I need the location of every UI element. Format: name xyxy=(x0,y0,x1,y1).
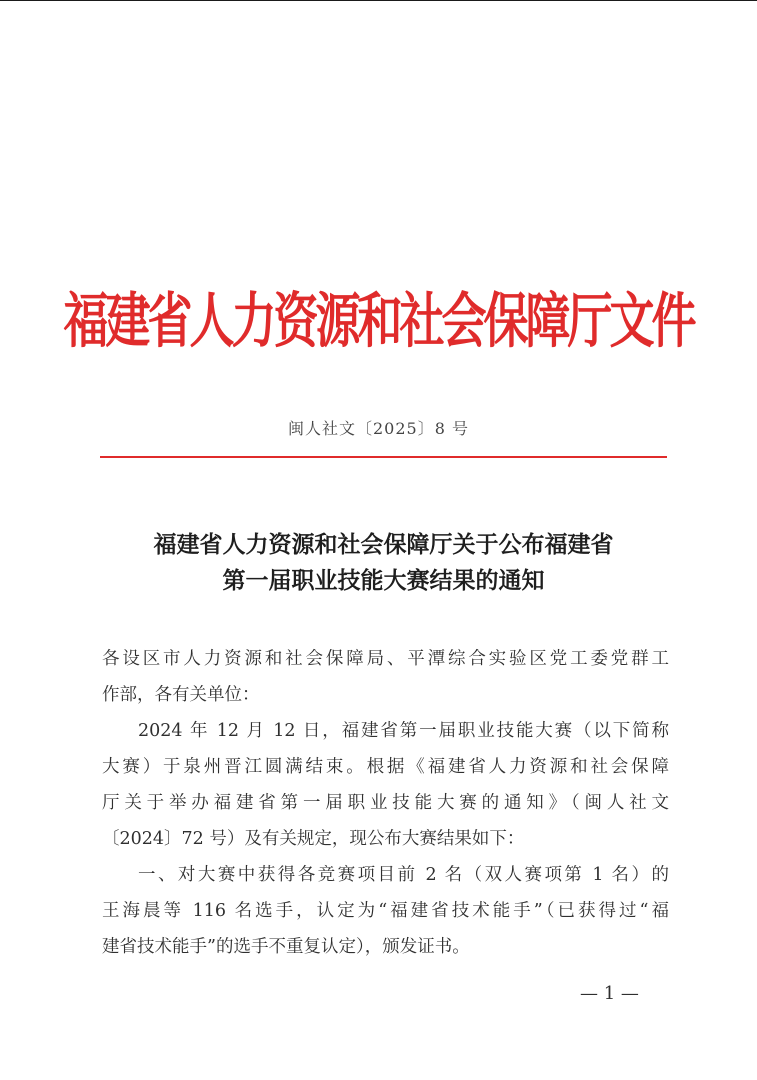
paragraph-1-line-2: 大赛）于泉州晋江圆满结束。根据《福建省人力资源和社会保障 xyxy=(102,757,669,777)
notice-title-line-1: 福建省人力资源和社会保障厅关于公布福建省 xyxy=(153,531,614,558)
addressee-line-1: 各设区市人力资源和社会保障局、平潭综合实验区党工委党群工 xyxy=(102,649,669,669)
addressee-line-2: 作部，各有关单位： xyxy=(102,685,260,705)
paragraph-1-line-3: 厅关于举办福建省第一届职业技能大赛的通知》（闽人社文 xyxy=(102,793,669,813)
issuer-header-title: 福建省人力资源和社会保障厅文件 xyxy=(63,285,694,356)
page-number: — 1 — xyxy=(580,983,639,1004)
notice-title xyxy=(90,527,677,599)
document-body xyxy=(102,641,669,965)
paragraph-1-line-4: 〔2024〕72 号）及有关规定，现公布大赛结果如下： xyxy=(102,829,525,849)
paragraph-2-line-3: 建省技术能手”的选手不重复认定），颁发证书。 xyxy=(102,937,470,957)
notice-title-line-2: 第一届职业技能大赛结果的通知 xyxy=(222,567,545,594)
paragraph-1-line-1: 2024 年 12 月 12 日，福建省第一届职业技能大赛（以下简称 xyxy=(138,721,669,741)
red-separator-line xyxy=(100,456,667,458)
document-number: 闽人社文〔2025〕8 号 xyxy=(288,419,469,438)
page-top-border xyxy=(0,0,757,1)
paragraph-2-line-2: 王海晨等 116 名选手，认定为“福建省技术能手”（已获得过“福 xyxy=(102,901,669,921)
paragraph-2-line-1: 一、对大赛中获得各竞赛项目前 2 名（双人赛项第 1 名）的 xyxy=(138,865,669,885)
